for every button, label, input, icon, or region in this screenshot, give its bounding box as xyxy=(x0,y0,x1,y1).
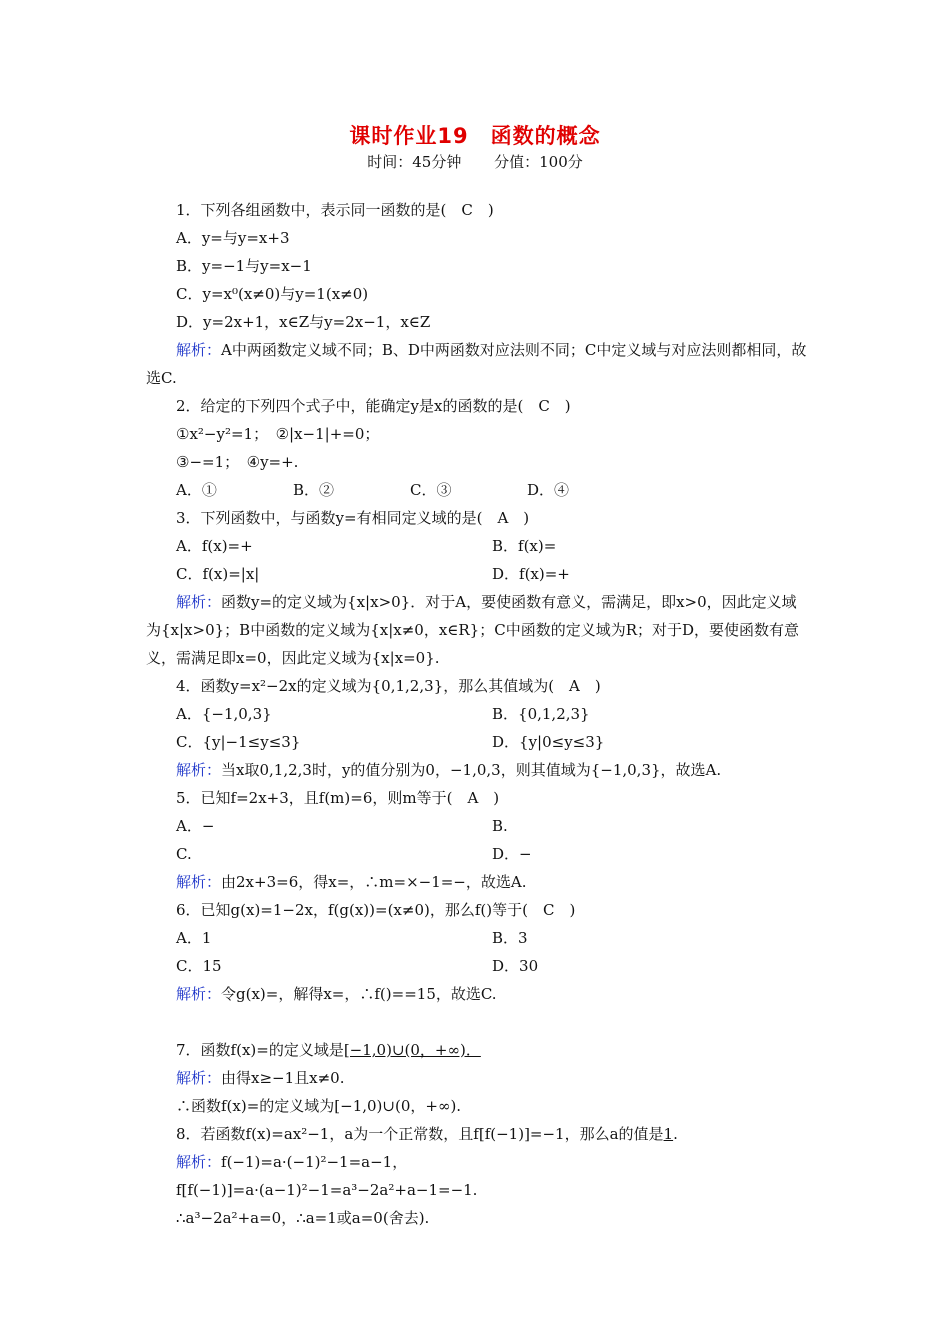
q1-option-b: B．y=−1与y=x−1 xyxy=(176,257,312,275)
q6-option-b: B．3 xyxy=(492,929,528,947)
q1-stem: 1．下列各组函数中，表示同一函数的是( C ) xyxy=(176,201,494,219)
q5-option-b: B. xyxy=(492,817,508,835)
q5-options-row-1 xyxy=(146,812,808,840)
q6-option-a: A．1 xyxy=(176,929,212,947)
q2-option-b: B．② xyxy=(293,481,335,499)
q5-option-d: D．− xyxy=(492,845,532,863)
q1-solution-text: A中两函数定义域不同；B、D中两函数对应法则不同；C中定义域与对应法则都相同，故选C. xyxy=(146,341,807,387)
q6-option-c: C．15 xyxy=(176,957,222,975)
q6-solution-text: 令g(x)=，解得x=，∴f()==15，故选C. xyxy=(221,985,497,1003)
q6-option-d: D．30 xyxy=(492,957,539,975)
total-score: 分值：100分 xyxy=(494,153,583,171)
q3-options-row-1 xyxy=(146,532,808,560)
solution-label: 解析： xyxy=(176,593,222,611)
q2-option-a: A．① xyxy=(176,481,217,499)
q6-options-row-1 xyxy=(146,924,808,952)
document-body xyxy=(146,196,808,1232)
q4-options-row-1 xyxy=(146,700,808,728)
q8-solution-text: f(−1)=a·(−1)²−1=a−1， xyxy=(221,1153,408,1171)
q5-stem: 5．已知f=2x+3，且f(m)=6，则m等于( A ) xyxy=(176,789,500,807)
q4-option-d: D．{y|0≤y≤3} xyxy=(492,733,605,751)
q4-stem: 4．函数y=x²−2x的定义域为{0,1,2,3}，那么其值域为( A ) xyxy=(176,677,601,695)
q4-option-a: A．{−1,0,3} xyxy=(176,705,272,723)
q7-solution xyxy=(146,1064,808,1092)
q7-solution-text: 由得x≥−1且x≠0. xyxy=(221,1069,345,1087)
q8-solution-line-3: ∴a³−2a²+a=0，∴a=1或a=0(舍去). xyxy=(176,1209,430,1227)
solution-label: 解析： xyxy=(176,761,222,779)
q3-options-row-2 xyxy=(146,560,808,588)
q3-solution-text: 函数y=的定义域为{x|x>0}．对于A，要使函数有意义，需满足，即x>0，因此定义域为{x|x>0}；B中函数的定义域为{x|x≠0，x∈R}；C中函数的定义域为R；对于D，要使函数有意义，需满足即x=0，因此定义域为{x|x=0}. xyxy=(146,593,800,667)
q5-option-a: A．− xyxy=(176,817,215,835)
q8-answer: 1 xyxy=(663,1125,674,1143)
q2-option-d: D．④ xyxy=(527,481,570,499)
q4-solution xyxy=(146,756,808,784)
q2-expr-line-1: ①x²−y²=1； ②|x−1|+=0； xyxy=(176,425,380,443)
q8-stem: 8．若函数f(x)=ax²−1，a为一个正常数，且f[f(−1)]=−1，那么a的值是 xyxy=(176,1125,664,1143)
q6-options-row-2 xyxy=(146,952,808,980)
q8-stem-line xyxy=(146,1120,808,1148)
q4-option-b: B．{0,1,2,3} xyxy=(492,705,590,723)
q7-stem-line xyxy=(146,1036,808,1064)
q6-solution xyxy=(146,980,808,1008)
q2-expr-line-2: ③−=1； ④y=+. xyxy=(176,453,299,471)
q1-option-a: A．y=与y=x+3 xyxy=(176,229,290,247)
q1-option-d: D．y=2x+1，x∈Z与y=2x−1，x∈Z xyxy=(176,313,431,331)
q1-solution xyxy=(146,336,808,392)
q3-stem: 3．下列函数中，与函数y=有相同定义域的是( A ) xyxy=(176,509,530,527)
q4-option-c: C．{y|−1≤y≤3} xyxy=(176,733,301,751)
q5-solution-text: 由2x+3=6，得x=，∴m=×−1=−，故选A. xyxy=(221,873,527,891)
q5-solution xyxy=(146,868,808,896)
q3-option-a: A．f(x)=+ xyxy=(176,537,253,555)
solution-label: 解析： xyxy=(176,1153,222,1171)
q3-option-b: B．f(x)= xyxy=(492,537,557,555)
q7-answer: [−1,0)∪(0，+∞)． xyxy=(343,1041,481,1059)
q7-stem: 7．函数f(x)=的定义域是 xyxy=(176,1041,344,1059)
solution-label: 解析： xyxy=(176,873,222,891)
q5-option-c: C. xyxy=(176,845,192,863)
q4-options-row-2 xyxy=(146,728,808,756)
time-limit: 时间：45分钟 xyxy=(367,153,462,171)
q2-options xyxy=(146,476,808,504)
exam-meta xyxy=(0,151,950,172)
q3-option-d: D．f(x)=+ xyxy=(492,565,570,583)
q8-solution-line-2: f[f(−1)]=a·(a−1)²−1=a³−2a²+a−1=−1. xyxy=(176,1181,478,1199)
q1-option-c: C．y=x⁰(x≠0)与y=1(x≠0) xyxy=(176,285,369,303)
q5-options-row-2 xyxy=(146,840,808,868)
solution-label: 解析： xyxy=(176,341,222,359)
q8-solution xyxy=(146,1148,808,1176)
page-title: 课时作业19 函数的概念 xyxy=(349,124,601,148)
q4-solution-text: 当x取0,1,2,3时，y的值分别为0，−1,0,3，则其值域为{−1,0,3}，故选A. xyxy=(221,761,722,779)
spacer xyxy=(146,1008,808,1036)
solution-label: 解析： xyxy=(176,985,222,1003)
q7-solution-line-2: ∴函数f(x)=的定义域为[−1,0)∪(0，+∞). xyxy=(176,1097,462,1115)
q8-stem-end: . xyxy=(673,1125,678,1143)
q6-stem: 6．已知g(x)=1−2x，f(g(x))=(x≠0)，那么f()等于( C ) xyxy=(176,901,576,919)
q2-option-c: C．③ xyxy=(410,481,452,499)
q2-stem: 2．给定的下列四个式子中，能确定y是x的函数的是( C ) xyxy=(176,397,571,415)
q3-solution xyxy=(146,588,808,672)
q3-option-c: C．f(x)=|x| xyxy=(176,565,260,583)
solution-label: 解析： xyxy=(176,1069,222,1087)
